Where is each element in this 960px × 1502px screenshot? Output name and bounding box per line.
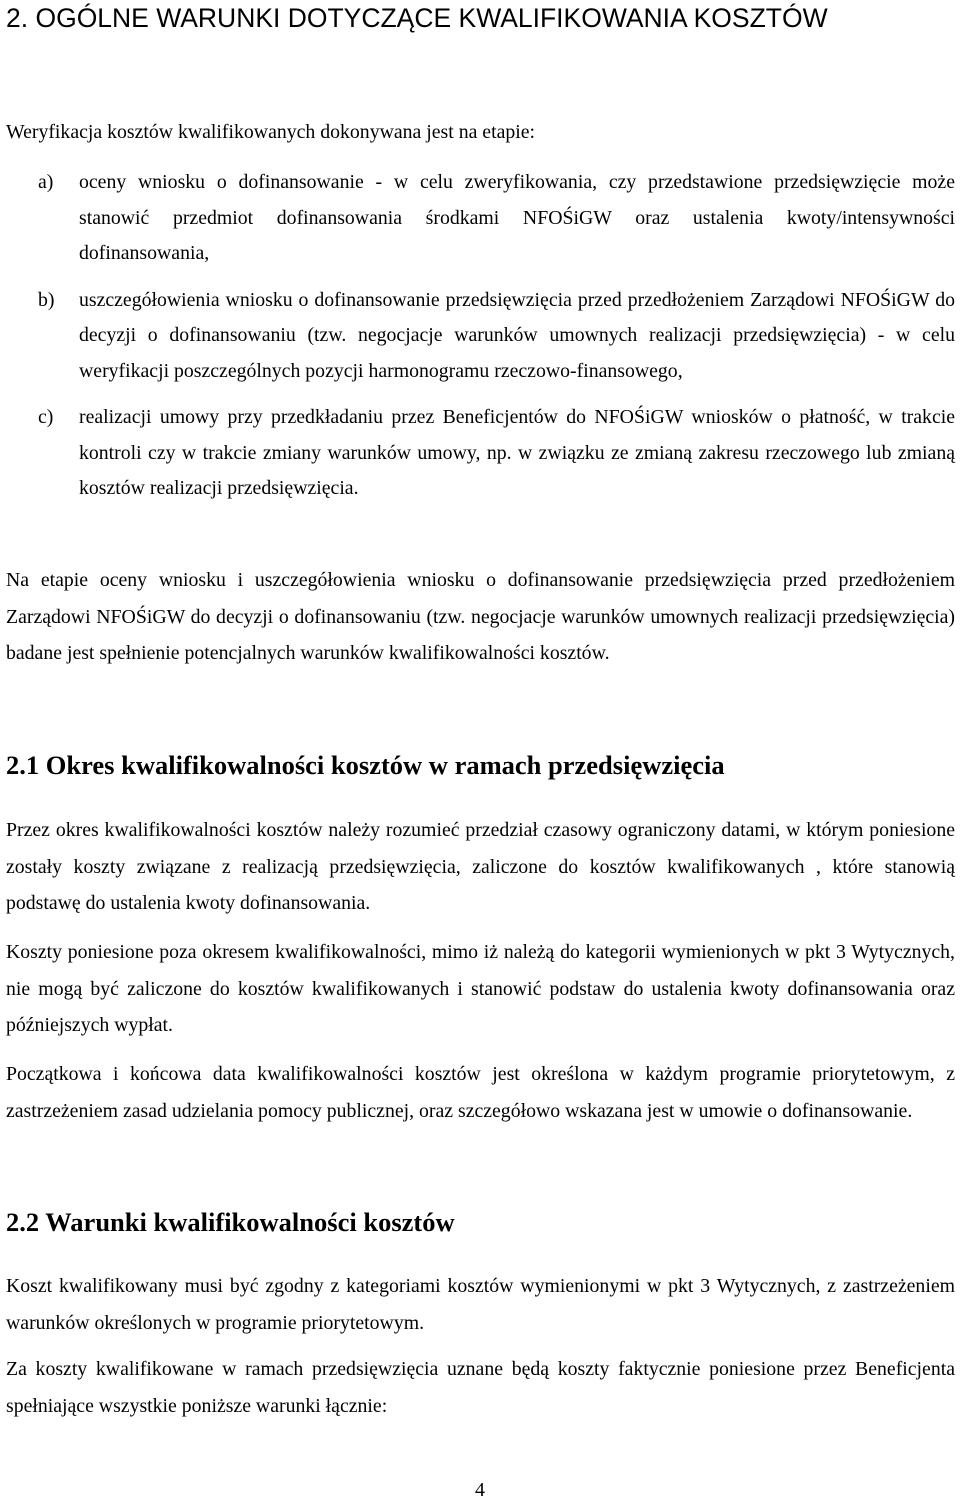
list-item-text: oceny wniosku o dofinansowanie - w celu zweryfikowania, czy przedstawione przedsięwzięcie może stanowić przedmiot dofinansowania środkami NFOŚiGW oraz ustalenia kwoty/intensywności dofinansowania, xyxy=(79,171,955,264)
section-2-1-heading: 2.1 Okres kwalifikowalności kosztów w ramach przedsięwzięcia xyxy=(6,750,725,780)
stage-list xyxy=(0,165,955,518)
list-item xyxy=(0,283,955,390)
section-2-1-paragraph-3: Początkowa i końcowa data kwalifikowalności kosztów jest określona w każdym programie priorytetowym, z zastrzeżeniem zasad udzielania pomocy publicznej, oraz szczegółowo wskazana jest w umowie o dofinansowanie. xyxy=(6,1063,955,1122)
list-item-text: realizacji umowy przy przedkładaniu przez Beneficjentów do NFOŚiGW wniosków o płatność, w trakcie kontroli czy w trakcie zmiany warunków umowy, np. w związku ze zmianą zakresu rzeczowego lub zmianą kosztów realizacji przedsięwzięcia. xyxy=(79,406,955,499)
section-2-2-heading: 2.2 Warunki kwalifikowalności kosztów xyxy=(6,1207,455,1237)
section-2-2-paragraph-1: Koszt kwalifikowany musi być zgodny z kategoriami kosztów wymienionymi w pkt 3 Wytycznych, z zastrzeżeniem warunków określonych w programie priorytetowym. xyxy=(6,1275,955,1334)
intro-text: Weryfikacja kosztów kwalifikowanych dokonywana jest na etapie: xyxy=(6,121,536,143)
section-2-2-paragraph-2: Za koszty kwalifikowane w ramach przedsięwzięcia uznane będą koszty faktycznie poniesione przez Beneficjenta spełniające wszystkie poniższe warunki łącznie: xyxy=(6,1358,955,1417)
chapter-heading: 2. OGÓLNE WARUNKI DOTYCZĄCE KWALIFIKOWANIA KOSZTÓW xyxy=(6,3,828,33)
list-marker: c) xyxy=(38,406,54,428)
list-item-text: uszczegółowienia wniosku o dofinansowanie przedsięwzięcia przed przedłożeniem Zarządowi NFOŚiGW do decyzji o dofinansowaniu (tzw. negocjacje warunków umownych realizacji przedsięwzięcia) - w celu weryfikacji poszczególnych pozycji harmonogramu rzeczowo-finansowego, xyxy=(79,288,955,382)
list-marker: a) xyxy=(38,171,54,193)
list-item xyxy=(0,165,955,272)
list-item xyxy=(0,400,955,507)
page-number: 4 xyxy=(475,1479,485,1501)
summary-paragraph: Na etapie oceny wniosku i uszczegółowienia wniosku o dofinansowanie przedsięwzięcia przed przedłożeniem Zarządowi NFOŚiGW do decyzji o dofinansowaniu (tzw. negocjacje warunków umownych realizacji przedsięwzięcia) badane jest spełnienie potencjalnych warunków kwalifikowalności kosztów. xyxy=(6,569,955,664)
section-2-1-paragraph-1: Przez okres kwalifikowalności kosztów należy rozumieć przedział czasowy ograniczony datami, w którym poniesione zostały koszty związane z realizacją przedsięwzięcia, zaliczone do kosztów kwalifikowanych , które stanowią podstawę do ustalenia kwoty dofinansowania. xyxy=(6,819,955,914)
section-2-1-paragraph-2: Koszty poniesione poza okresem kwalifikowalności, mimo iż należą do kategorii wymienionych w pkt 3 Wytycznych, nie mogą być zaliczone do kosztów kwalifikowanych i stanowić podstaw do ustalenia kwoty dofinansowania oraz późniejszych wypłat. xyxy=(6,941,955,1036)
list-marker: b) xyxy=(38,288,55,311)
